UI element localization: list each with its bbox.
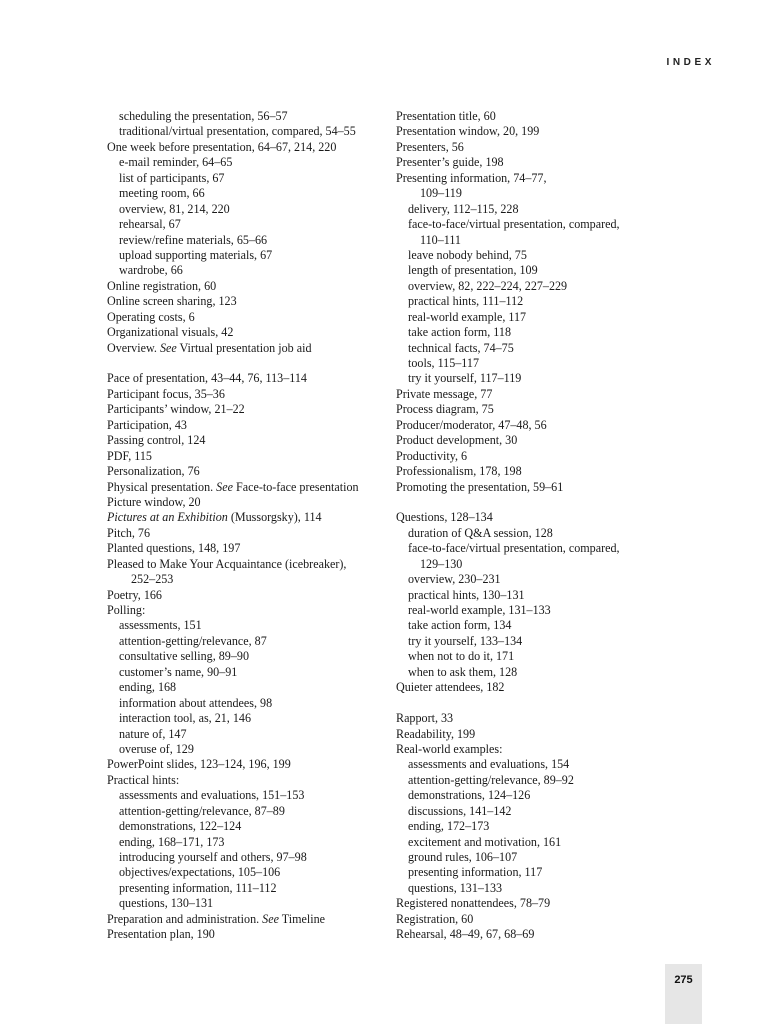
entry-text: Preparation and administration. bbox=[107, 911, 263, 926]
index-subentry: tools, 115–117 bbox=[408, 356, 479, 370]
entry-text: Overview. bbox=[107, 340, 160, 355]
entry-italic-text: See bbox=[262, 911, 279, 926]
index-entry: Participation, 43 bbox=[107, 417, 187, 432]
index-entry: Polling: bbox=[107, 603, 146, 617]
index-entry: Promoting the presentation, 59–61 bbox=[396, 479, 564, 494]
index-entry: Professionalism, 178, 198 bbox=[396, 464, 522, 479]
index-subentry: take action form, 134 bbox=[408, 618, 512, 633]
index-subentry: practical hints, 130–131 bbox=[408, 587, 525, 602]
index-subentry: when not to do it, 171 bbox=[408, 649, 515, 664]
index-subentry: 109–119 bbox=[420, 186, 462, 201]
index-entry: Registered nonattendees, 78–79 bbox=[396, 896, 551, 911]
index-entry: Private message, 77 bbox=[396, 386, 493, 401]
index-subentry: questions, 131–133 bbox=[408, 880, 503, 895]
index-entry: Online screen sharing, 123 bbox=[107, 294, 237, 309]
index-entry: Questions, 128–134 bbox=[396, 510, 493, 525]
index-entry: PowerPoint slides, 123–124, 196, 199 bbox=[107, 757, 291, 772]
index-subentry: leave nobody behind, 75 bbox=[408, 247, 527, 262]
index-entry: Poetry, 166 bbox=[107, 587, 162, 602]
index-entry: One week before presentation, 64–67, 214, 220 bbox=[107, 139, 337, 154]
index-entry: Organizational visuals, 42 bbox=[107, 325, 234, 340]
entry-gap bbox=[107, 356, 397, 371]
index-entry: Readability, 199 bbox=[396, 726, 476, 741]
index-subentry: review/refine materials, 65–66 bbox=[119, 232, 268, 247]
index-subentry: overview, 81, 214, 220 bbox=[119, 201, 230, 216]
index-subentry: length of presentation, 109 bbox=[408, 263, 538, 278]
index-subentry: attention-getting/relevance, 89–92 bbox=[408, 772, 574, 787]
index-entry: Productivity, 6 bbox=[396, 448, 468, 463]
index-subentry: real-world example, 131–133 bbox=[408, 603, 551, 617]
index-subentry: real-world example, 117 bbox=[408, 309, 527, 324]
index-column-left bbox=[107, 109, 397, 943]
index-entry: Rehearsal, 48–49, 67, 68–69 bbox=[396, 927, 535, 942]
index-entry bbox=[107, 912, 397, 927]
index-entry: Registration, 60 bbox=[396, 911, 474, 926]
index-subentry: consultative selling, 89–90 bbox=[119, 649, 249, 664]
index-subentry: 252–253 bbox=[131, 572, 174, 587]
index-entry: PDF, 115 bbox=[107, 448, 152, 463]
index-subentry: ending, 168–171, 173 bbox=[119, 834, 225, 849]
index-subentry: assessments, 151 bbox=[119, 618, 202, 633]
running-header: INDEX bbox=[666, 57, 715, 68]
index-entry: Participant focus, 35–36 bbox=[107, 386, 225, 401]
index-subentry: practical hints, 111–112 bbox=[408, 294, 524, 309]
index-subentry: traditional/virtual presentation, compared, 54–55 bbox=[119, 124, 356, 139]
index-subentry: when to ask them, 128 bbox=[408, 664, 518, 679]
index-subentry: face-to-face/virtual presentation, compared, bbox=[408, 217, 620, 232]
index-subentry: information about attendees, 98 bbox=[119, 695, 273, 710]
index-subentry: assessments and evaluations, 151–153 bbox=[119, 788, 305, 803]
index-subentry: 129–130 bbox=[420, 556, 463, 571]
index-subentry: e-mail reminder, 64–65 bbox=[119, 155, 233, 170]
index-entry: Process diagram, 75 bbox=[396, 402, 494, 417]
index-subentry: assessments and evaluations, 154 bbox=[408, 757, 570, 772]
index-entry: Rapport, 33 bbox=[396, 711, 454, 726]
index-entry: Quieter attendees, 182 bbox=[396, 680, 505, 695]
entry-italic-text: See bbox=[159, 340, 177, 355]
index-entry: Planted questions, 148, 197 bbox=[107, 541, 241, 556]
index-entry: Participants’ window, 21–22 bbox=[107, 402, 245, 417]
index-column-right bbox=[396, 109, 696, 943]
index-entry: Presentation plan, 190 bbox=[107, 927, 215, 942]
index-subentry: presenting information, 117 bbox=[408, 865, 543, 880]
index-subentry: ending, 168 bbox=[119, 680, 177, 695]
entry-text: Face-to-face presentation bbox=[232, 479, 359, 494]
index-subentry: interaction tool, as, 21, 146 bbox=[119, 711, 251, 726]
index-entry: Presentation title, 60 bbox=[396, 109, 496, 123]
index-subentry: upload supporting materials, 67 bbox=[119, 247, 273, 262]
index-subentry: objectives/expectations, 105–106 bbox=[119, 865, 281, 880]
entry-text: Physical presentation. bbox=[107, 479, 217, 494]
index-subentry: overuse of, 129 bbox=[119, 741, 194, 756]
index-entry: Presenters, 56 bbox=[396, 139, 464, 154]
index-subentry: meeting room, 66 bbox=[119, 186, 205, 201]
index-subentry: 110–111 bbox=[420, 232, 461, 247]
index-subentry: take action form, 118 bbox=[408, 325, 511, 340]
entry-gap bbox=[396, 495, 696, 510]
index-entry bbox=[107, 480, 397, 495]
index-subentry: list of participants, 67 bbox=[119, 170, 225, 185]
index-subentry: face-to-face/virtual presentation, compared, bbox=[408, 541, 620, 556]
index-subentry: technical facts, 74–75 bbox=[408, 340, 514, 355]
index-entry bbox=[107, 510, 397, 525]
entry-text: (Mussorgsky), 114 bbox=[227, 510, 322, 525]
index-entry: Presenting information, 74–77, bbox=[396, 170, 547, 185]
entry-text: Virtual presentation job aid bbox=[176, 340, 312, 355]
index-entry: Pleased to Make Your Acquaintance (icebreaker), bbox=[107, 556, 347, 571]
index-subentry: questions, 130–131 bbox=[119, 896, 214, 911]
index-subentry: customer’s name, 90–91 bbox=[119, 664, 238, 679]
index-entry: Presenter’s guide, 198 bbox=[396, 155, 504, 170]
index-subentry: introducing yourself and others, 97–98 bbox=[119, 850, 307, 864]
index-subentry: rehearsal, 67 bbox=[119, 217, 181, 232]
index-subentry: duration of Q&A session, 128 bbox=[408, 525, 553, 540]
index-entry: Online registration, 60 bbox=[107, 278, 217, 293]
index-entry: Producer/moderator, 47–48, 56 bbox=[396, 417, 547, 432]
index-subentry: try it yourself, 117–119 bbox=[408, 371, 522, 386]
index-subentry: scheduling the presentation, 56–57 bbox=[119, 109, 288, 123]
index-entry: Operating costs, 6 bbox=[107, 309, 195, 324]
index-entry: Real-world examples: bbox=[396, 741, 503, 756]
index-entry: Picture window, 20 bbox=[107, 494, 201, 509]
index-subentry: wardrobe, 66 bbox=[119, 263, 183, 278]
index-entry: Practical hints: bbox=[107, 772, 180, 787]
index-entry: Presentation window, 20, 199 bbox=[396, 124, 540, 139]
index-subentry: overview, 82, 222–224, 227–229 bbox=[408, 278, 568, 293]
entry-italic-text: See bbox=[216, 479, 233, 494]
index-subentry: attention-getting/relevance, 87–89 bbox=[119, 803, 285, 818]
index-subentry: ending, 172–173 bbox=[408, 819, 490, 834]
entry-text: Timeline bbox=[278, 911, 326, 926]
index-subentry: demonstrations, 122–124 bbox=[119, 819, 242, 834]
index-subentry: nature of, 147 bbox=[119, 726, 187, 741]
index-entry: Pace of presentation, 43–44, 76, 113–114 bbox=[107, 371, 307, 386]
index-subentry: demonstrations, 124–126 bbox=[408, 788, 531, 803]
index-entry: Personalization, 76 bbox=[107, 464, 200, 479]
page-number-tab bbox=[665, 964, 702, 1024]
index-entry: Passing control, 124 bbox=[107, 433, 206, 448]
page-number: 275 bbox=[674, 974, 693, 986]
index-subentry: try it yourself, 133–134 bbox=[408, 633, 523, 648]
index-subentry: delivery, 112–115, 228 bbox=[408, 201, 519, 216]
index-subentry: excitement and motivation, 161 bbox=[408, 834, 562, 849]
index-entry bbox=[107, 341, 397, 356]
index-subentry: presenting information, 111–112 bbox=[119, 880, 277, 895]
index-subentry: ground rules, 106–107 bbox=[408, 850, 518, 864]
entry-gap bbox=[396, 696, 696, 711]
index-subentry: overview, 230–231 bbox=[408, 572, 501, 587]
entry-italic-text: Pictures at an Exhibition bbox=[107, 510, 228, 525]
index-subentry: discussions, 141–142 bbox=[408, 803, 512, 818]
index-entry: Product development, 30 bbox=[396, 433, 518, 448]
index-subentry: attention-getting/relevance, 87 bbox=[119, 633, 267, 648]
index-entry: Pitch, 76 bbox=[107, 525, 151, 540]
